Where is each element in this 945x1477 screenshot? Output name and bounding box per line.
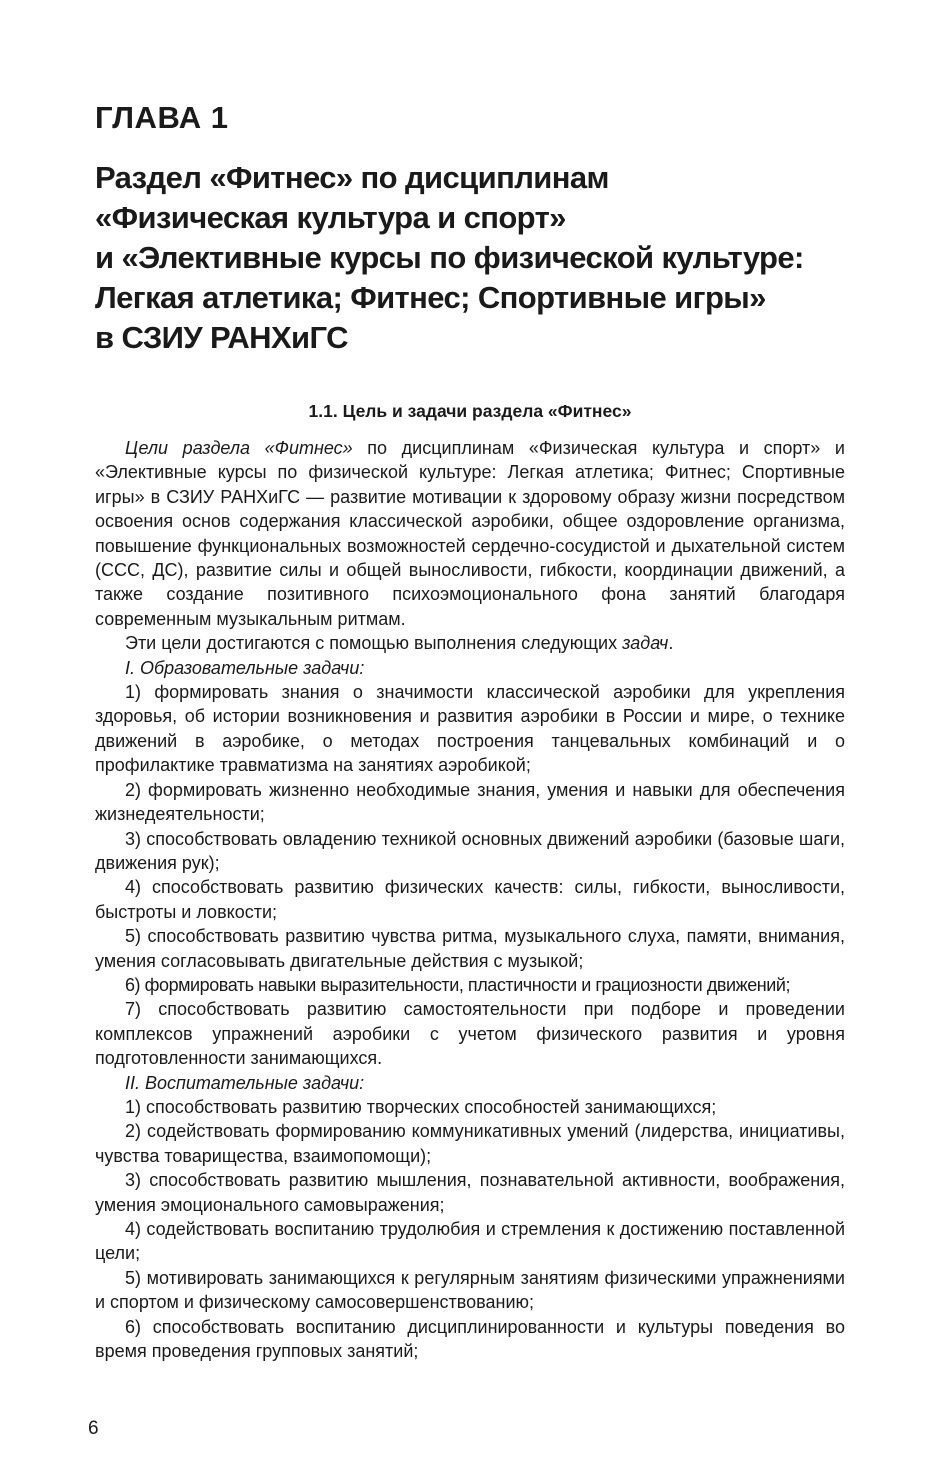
title-line: Легкая атлетика; Фитнес; Спортивные игры» xyxy=(95,280,766,315)
tasks-intro-end: . xyxy=(668,633,674,654)
group2-heading xyxy=(95,1071,845,1095)
list-item: 5) способствовать развитию чувства ритма, музыкального слуха, памяти, внимания, умения согласовывать двигательные действия с музыкой; xyxy=(95,926,845,971)
tasks-intro-text: Эти цели достигаются с помощью выполнения следующих xyxy=(125,633,623,654)
title-line: и «Элективные курсы по физической культуре: xyxy=(95,240,804,275)
group1-heading xyxy=(95,656,845,680)
list-item: 2) формировать жизненно необходимые знания, умения и навыки для обеспечения жизнедеятельности; xyxy=(95,779,845,825)
intro-paragraph xyxy=(95,436,845,631)
page-number: 6 xyxy=(88,1418,99,1439)
group2-heading-text: II. Воспитательные задачи: xyxy=(125,1072,365,1093)
title-line: Раздел «Фитнес» по дисциплинам xyxy=(95,160,609,195)
intro-text: по дисциплинам «Физическая культура и спорт» и «Элективные курсы по физической культуре: Легкая атлетика; Фитнес; Спортивные игры» в СЗИУ РАНХиГС — развитие мотивации к здоровому образу жизни посредством освоения основ содержания классической аэробики, общее оздоровление организма, повышение функциональных возможностей сердечно-сосудистой и дыхательной систем (ССС, ДС), развитие силы и общей выносливости, гибкости, координации движений, а также создание позитивного психоэмоционального фона занятий благодаря современным музыкальным ритмам. xyxy=(95,438,845,629)
list-item: 6) формировать навыки выразительности, пластичности и грациозности движений; xyxy=(125,974,791,995)
list-item: 7) способствовать развитию самостоятельности при подборе и проведении комплексов упражнений аэробики с учетом физического развития и уровня подготовленности занимающихся. xyxy=(95,999,845,1069)
list-item: 4) способствовать развитию физических качеств: силы, гибкости, выносливости, быстроты и ловкости; xyxy=(95,877,845,922)
body-text xyxy=(95,436,845,1363)
list-item: 1) способствовать развитию творческих способностей занимающихся; xyxy=(125,1096,717,1117)
list-item: 4) содействовать воспитанию трудолюбия и стремления к достижению поставленной цели; xyxy=(95,1219,845,1264)
chapter-title xyxy=(95,158,895,358)
tasks-intro-paragraph xyxy=(95,631,845,655)
chapter-label: ГЛАВА 1 xyxy=(95,100,229,135)
list-item: 1) формировать знания о значимости классической аэробики для укрепления здоровья, об истории возникновения и развития аэробики в России и мире, о технике движений в аэробике, о методах построения танцевальных комбинаций и о профилактике травматизма на занятиях аэробикой; xyxy=(95,682,845,776)
section-heading: 1.1. Цель и задачи раздела «Фитнес» xyxy=(308,401,632,421)
list-item: 3) способствовать овладению техникой основных движений аэробики (базовые шаги, движения рук); xyxy=(95,828,845,873)
list-item: 3) способствовать развитию мышления, познавательной активности, воображения, умения эмоционального самовыражения; xyxy=(95,1170,845,1215)
intro-italic-lead: Цели раздела «Фитнес» xyxy=(125,438,353,458)
group1-heading-text: I. Образовательные задачи: xyxy=(125,657,365,678)
tasks-intro-italic: задач xyxy=(622,633,669,654)
list-item: 5) мотивировать занимающихся к регулярным занятиям физическими упражнениями и спортом и физическому самосовершенствованию; xyxy=(95,1267,845,1313)
list-item: 2) содействовать формированию коммуникативных умений (лидерства, инициативы, чувства товарищества, взаимопомощи); xyxy=(95,1121,845,1166)
title-line: «Физическая культура и спорт» xyxy=(95,200,566,235)
list-item: 6) способствовать воспитанию дисциплинированности и культуры поведения во время проведения групповых занятий; xyxy=(95,1316,845,1362)
title-line: в СЗИУ РАНХиГС xyxy=(95,320,348,355)
